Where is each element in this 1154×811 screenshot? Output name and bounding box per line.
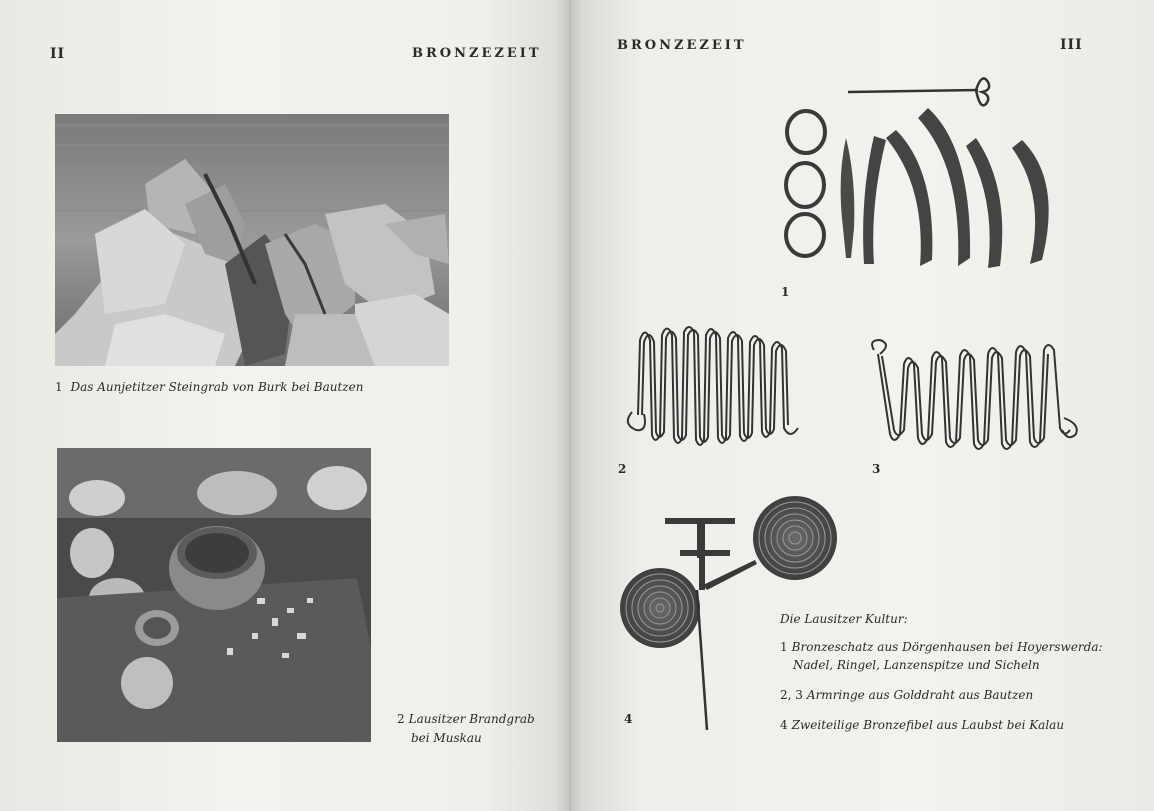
left-page-number: II [50, 46, 66, 62]
legend-title: Die Lausitzer Kultur: [780, 612, 908, 626]
legend-item-2 [780, 686, 1033, 704]
ring-icons [786, 111, 825, 256]
left-running-head: BRONZEZEIT [412, 46, 542, 61]
photo-brandgrab [57, 448, 371, 742]
fibula-needle-icon [697, 590, 707, 730]
legend-item-1-text: Bronzeschatz aus Dörgenhausen bei Hoyerswerda: [791, 640, 1103, 654]
legend-item-3-text: Zweiteilige Bronzefibel aus Laubst bei Kalau [791, 718, 1065, 732]
right-page-number: III [1060, 37, 1083, 53]
bronze-pin-icon [848, 78, 989, 105]
photo-steingrab [55, 114, 449, 366]
book-gutter [556, 0, 584, 811]
artifact-bronze-hoard [778, 68, 1088, 278]
artifact-armring-2 [620, 320, 808, 455]
figure-label-4: 4 [624, 712, 633, 726]
figure2-caption-line1: Lausitzer Brandgrab [408, 712, 535, 726]
figure2-caption [397, 710, 535, 748]
figure1-caption [55, 378, 363, 397]
figure-label-1: 1 [781, 285, 790, 299]
legend-item-3-number: 4 [780, 718, 788, 732]
legend-item-3 [780, 716, 1064, 734]
right-running-head: BRONZEZEIT [617, 38, 747, 53]
fibula-lower-spiral-icon [620, 568, 700, 648]
figure1-caption-text: Das Aunjetitzer Steingrab von Burk bei Bautzen [70, 380, 364, 394]
figure2-caption-line2: bei Muskau [411, 731, 482, 745]
spearhead-icon [841, 138, 855, 258]
figure2-number: 2 [397, 712, 405, 726]
sickle-icons [863, 108, 1049, 268]
fibula-upper-spiral-icon [753, 496, 837, 580]
figure-label-2: 2 [618, 462, 627, 476]
artifact-armring-3 [864, 338, 1082, 456]
legend-item-1-number: 1 [780, 640, 788, 654]
legend-item-2-number: 2, 3 [780, 688, 803, 702]
legend-item-2-text: Armringe aus Golddraht aus Bautzen [806, 688, 1034, 702]
figure1-number: 1 [55, 380, 63, 394]
legend-item-1-line1 [780, 638, 1103, 656]
legend-item-1-line2: Nadel, Ringel, Lanzenspitze und Sicheln [793, 658, 1040, 672]
figure-label-3: 3 [872, 462, 881, 476]
